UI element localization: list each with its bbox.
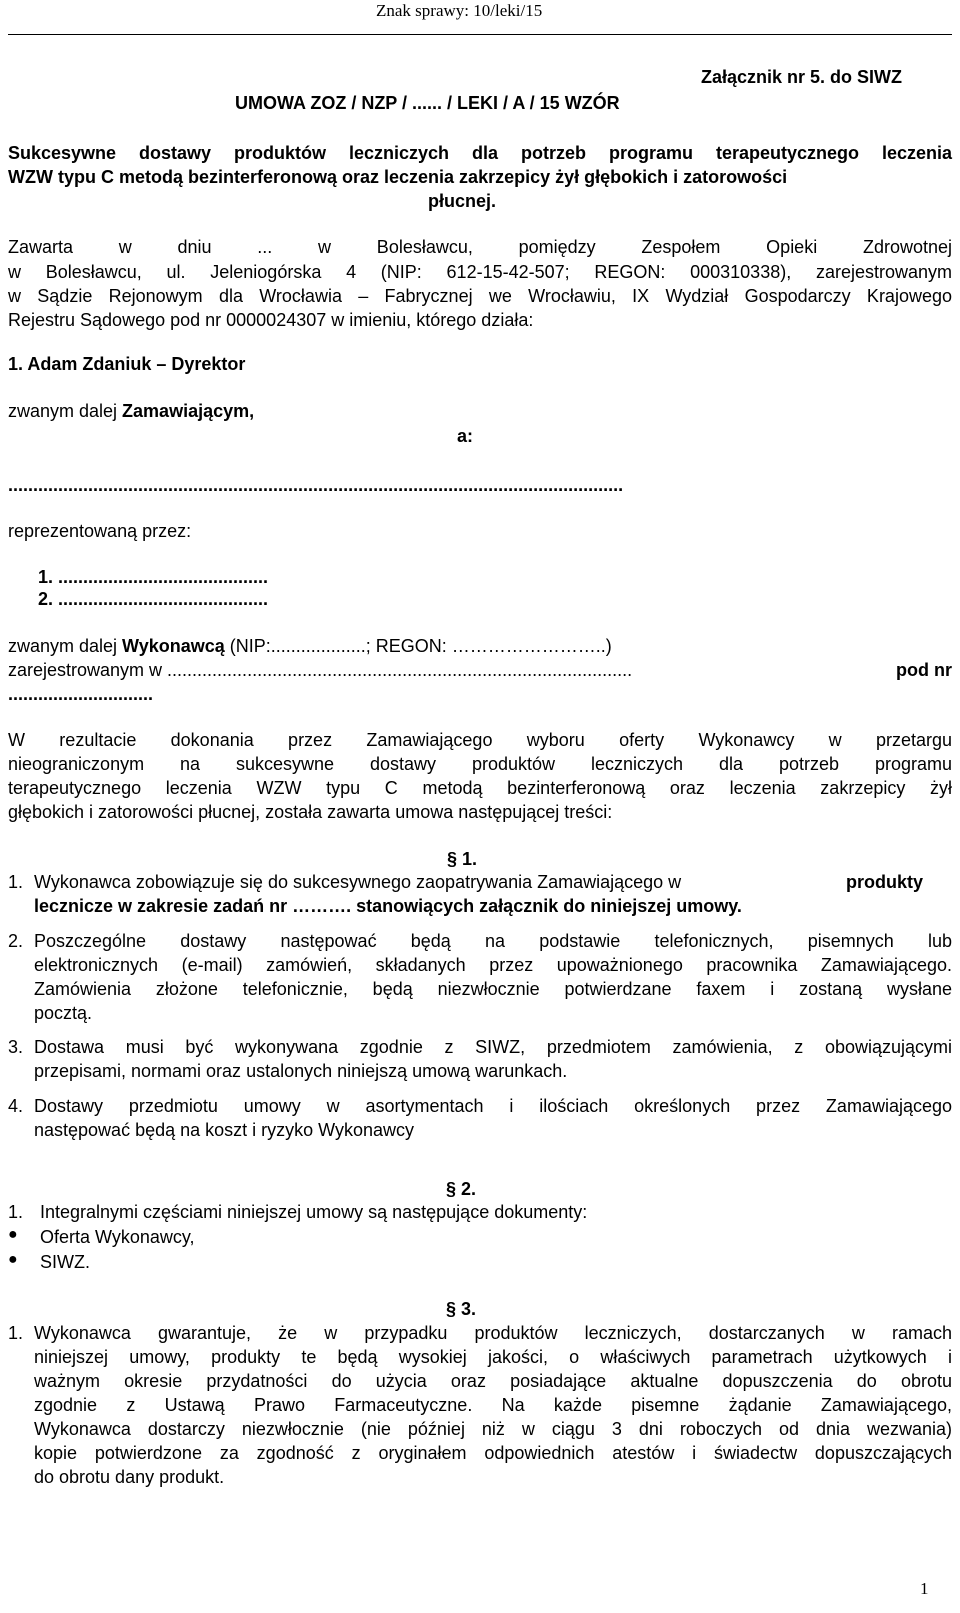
section-3-heading: § 3. [446,1299,477,1319]
s3-p1-line-6: kopie potwierdzone za zgodność z oryginałem odpowiednich atestów i świadectw dopuszczających [34,1443,952,1463]
case-reference: Znak sprawy: 10/leki/15 [376,1,543,20]
represented-label: reprezentowaną przez: [8,521,192,541]
s2-p1-text: Integralnymi częściami niniejszej umowy są następujące dokumenty: [40,1202,588,1222]
s1-p1-number: 1. [8,872,24,892]
s1-p1-bold-end: produkty [846,872,924,892]
s2-bullet-1: Oferta Wykonawcy, [40,1227,195,1247]
bullet-icon: ● [8,1226,18,1243]
registered-line: zarejestrowanym w ............................................................................................. [8,660,633,680]
s3-p1-line-3: ważnym okresie przydatności do użycia oraz posiadające aktualne dopuszczenia do obrotu [34,1371,952,1391]
director-line: 1. Adam Zdaniuk – Dyrektor [8,354,246,374]
s1-p2-line-3: Zamówienia złożone telefonicznie, będą niezwłocznie potwierdzane faxem i zostaną wysłane [34,979,952,999]
subject-line-1: Sukcesywne dostawy produktów leczniczych dla potrzeb programu terapeutycznego leczenia [8,143,952,163]
subject-line-2: WZW typu C metodą bezinterferonową oraz leczenia zakrzepicy żył głębokich i zatorowości [8,167,788,187]
intro-line-1: Zawarta w dniu ... w Bolesławcu, pomiędzy Zespołem Opieki Zdrowotnej [8,237,952,257]
intro-line-3: w Sądzie Rejonowym dla Wrocławia – Fabrycznej we Wrocławiu, IX Wydział Gospodarczy Krajowego [8,286,952,306]
s3-p1-line-1: Wykonawca gwarantuje, że w przypadku produktów leczniczych, dostarczanych w ramach [34,1323,952,1343]
section-1-heading: § 1. [447,849,478,869]
result-line-4: głębokich i zatorowości płucnej, została zawarta umowa następującej treści: [8,802,613,822]
intro-line-2: w Bolesławcu, ul. Jeleniogórska 4 (NIP: 612-15-42-507; REGON: 000310338), zarejestrowanym [8,262,952,282]
s3-p1-line-7: do obrotu dany produkt. [34,1467,225,1487]
s1-p2-line-1: Poszczególne dostawy następować będą na podstawie telefonicznych, pisemnych lub [34,931,952,951]
bullet-icon: ● [8,1251,18,1268]
contractor-dots: ........................................................................................................................... [8,475,624,495]
contract-title: UMOWA ZOZ / NZP / ...... / LEKI / A / 15 WZÓR [235,93,620,113]
s3-p1-line-4: zgodnie z Ustawą Prawo Farmaceutyczne. Na każde pisemne żądanie Zamawiającego, [34,1395,952,1415]
s2-bullet-2: SIWZ. [40,1252,90,1272]
s1-p2-line-4: pocztą. [34,1003,93,1023]
representative-2: 2. .......................................... [38,589,269,609]
registered-dots: ............................. [8,684,154,704]
s1-p2-line-2: elektronicznych (e-mail) zamówień, składanych przez upoważnionego pracownika Zamawiającego. [34,955,952,975]
s3-p1-line-5: Wykonawca dostarczy niezwłocznie (nie później niż w ciągu 3 dni roboczych od dnia wezwania) [34,1419,952,1439]
result-line-1: W rezultacie dokonania przez Zamawiającego wyboru oferty Wykonawcy w przetargu [8,730,952,750]
a-label: a: [457,426,474,446]
page-number: 1 [920,1579,929,1598]
s1-p3-line-1: Dostawa musi być wykonywana zgodnie z SIWZ, przedmiotem zamówienia, z obowiązującymi [34,1037,952,1057]
s3-p1-number: 1. [8,1323,24,1343]
representative-1: 1. .......................................... [38,567,269,587]
s1-p4-line-2: następować będą na koszt i ryzyko Wykonawcy [34,1120,415,1140]
pod-nr-label: pod nr [896,660,952,680]
section-2-heading: § 2. [446,1179,477,1199]
subject-line-3: płucnej. [428,191,497,211]
s1-p2-number: 2. [8,931,24,951]
s1-p1-line-2: lecznicze w zakresie zadań nr ………. stanowiących załącznik do niniejszej umowy. [34,896,742,916]
intro-line-4: Rejestru Sądowego pod nr 0000024307 w imieniu, którego działa: [8,310,534,330]
s1-p4-number: 4. [8,1096,24,1116]
result-line-3: terapeutycznego leczenia WZW typu C metodą bezinterferonową oraz leczenia zakrzepicy żył [8,778,952,798]
s1-p3-line-2: przepisami, normami oraz ustalonych niniejszą umową warunkach. [34,1061,568,1081]
s2-p1-number: 1. [8,1202,24,1222]
attachment-label: Załącznik nr 5. do SIWZ [701,67,903,87]
wykonawca-line: zwanym dalej Wykonawcą (NIP:...................; REGON: ……………………..) [8,636,612,656]
result-line-2: nieograniczonym na sukcesywne dostawy produktów leczniczych dla potrzeb programu [8,754,952,774]
s1-p4-line-1: Dostawy przedmiotu umowy w asortymentach i ilościach określonych przez Zamawiającego [34,1096,952,1116]
zamawiajacy-line: zwanym dalej Zamawiającym, [8,401,255,421]
s1-p3-number: 3. [8,1037,24,1057]
s3-p1-line-2: niniejszej umowy, produkty te będą wysokiej jakości, o właściwych parametrach użytkowych i [34,1347,952,1367]
s1-p1-line-1: Wykonawca zobowiązuje się do sukcesywnego zaopatrywania Zamawiającego w [34,872,682,892]
header-divider [8,34,952,35]
